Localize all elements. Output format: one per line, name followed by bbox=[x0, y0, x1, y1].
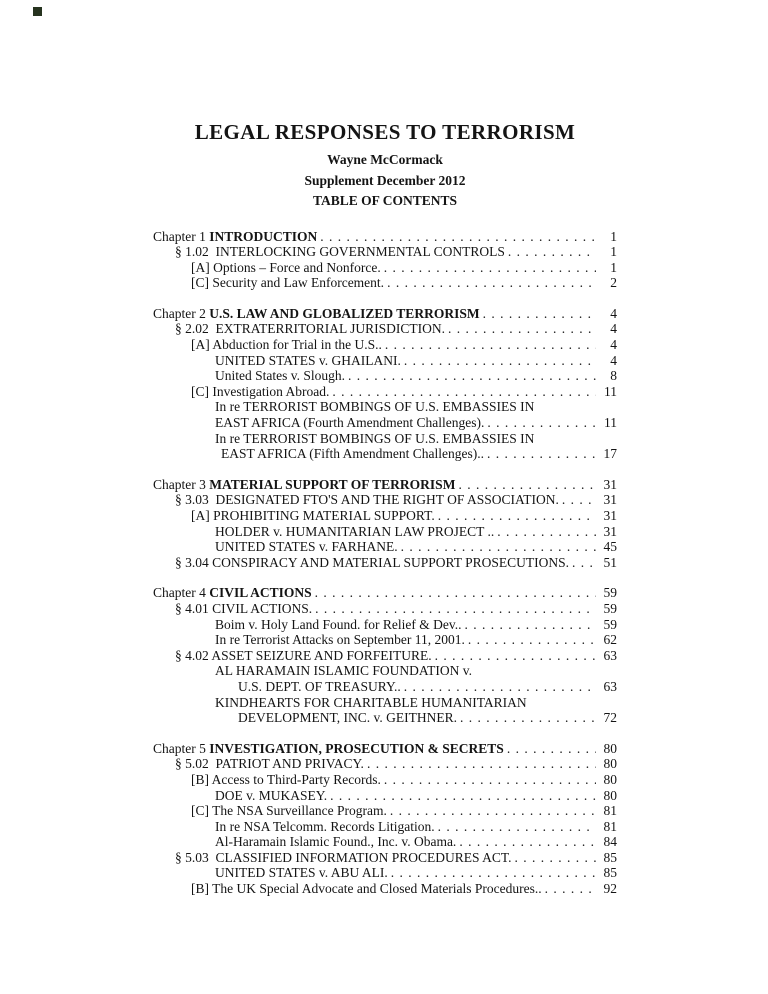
page-number: 81 bbox=[603, 803, 617, 819]
toc-entry bbox=[153, 648, 617, 664]
page-number: 8 bbox=[610, 368, 617, 384]
toc-entry bbox=[153, 229, 617, 245]
toc-entry-text: EAST AFRICA (Fifth Amendment Challenges).. bbox=[221, 446, 484, 462]
toc-entry-text: EAST AFRICA (Fourth Amendment Challenges). bbox=[215, 415, 485, 431]
dot-leader bbox=[542, 881, 596, 897]
dot-leader bbox=[388, 865, 596, 881]
page-number: 72 bbox=[603, 710, 617, 726]
toc-entry-text: In re TERRORIST BOMBINGS OF U.S. EMBASSIES IN bbox=[215, 399, 535, 415]
toc-entry bbox=[153, 601, 617, 617]
toc-entry-text: § 3.04 CONSPIRACY AND MATERIAL SUPPORT PROSECUTIONS. bbox=[175, 554, 570, 570]
page-number: 81 bbox=[603, 818, 617, 834]
page-number: 62 bbox=[603, 632, 617, 648]
toc-entry-text: § 5.02 PATRIOT AND PRIVACY. bbox=[175, 756, 364, 772]
page-number: 63 bbox=[603, 647, 617, 663]
toc-entry bbox=[153, 477, 617, 493]
toc-entry-text: [B] Access to Third-Party Records. bbox=[191, 771, 381, 787]
page-number: 17 bbox=[603, 446, 617, 462]
toc-entry bbox=[153, 710, 617, 726]
page-number: 85 bbox=[603, 865, 617, 881]
toc-entry bbox=[153, 353, 617, 369]
page-number: 63 bbox=[603, 678, 617, 694]
toc-entry bbox=[153, 399, 617, 415]
dot-leader bbox=[504, 741, 596, 757]
toc-entry bbox=[153, 850, 617, 866]
toc-entry-text: [A] PROHIBITING MATERIAL SUPPORT. bbox=[191, 508, 435, 523]
dot-leader bbox=[398, 539, 596, 555]
toc-entry bbox=[153, 865, 617, 881]
toc-entry bbox=[153, 306, 617, 322]
toc-entry-text: UNITED STATES v. GHAILANI. bbox=[215, 352, 401, 368]
author-line: Wayne McCormack bbox=[327, 152, 443, 167]
scan-artifact bbox=[33, 7, 42, 16]
toc-entry-text: § 3.03 DESIGNATED FTO'S AND THE RIGHT OF ASSOCIATION. bbox=[175, 492, 559, 508]
toc-heading: TABLE OF CONTENTS bbox=[312, 193, 458, 208]
dot-leader bbox=[401, 353, 596, 369]
page-number: 51 bbox=[603, 554, 617, 570]
toc-entry bbox=[153, 834, 617, 850]
table-of-contents bbox=[153, 229, 617, 897]
dot-leader bbox=[312, 585, 596, 601]
toc-entry bbox=[153, 275, 617, 291]
page-number: 80 bbox=[603, 787, 617, 803]
supplement-line: Supplement December 2012 bbox=[304, 172, 466, 188]
dot-leader bbox=[457, 710, 596, 726]
chapter-title: CIVIL ACTIONS bbox=[209, 585, 312, 601]
page-number: 4 bbox=[610, 321, 617, 337]
dot-leader bbox=[480, 306, 596, 322]
toc-entry bbox=[153, 585, 617, 601]
toc-entry-text: DOE v. MUKASEY. bbox=[215, 787, 328, 803]
page-number: 4 bbox=[610, 352, 617, 368]
dot-leader bbox=[465, 632, 596, 648]
toc-entry-text: Chapter 3 MATERIAL SUPPORT OF TERRORISM bbox=[153, 476, 456, 492]
toc-entry bbox=[153, 555, 617, 571]
dot-leader bbox=[432, 648, 596, 664]
toc-entry bbox=[153, 321, 617, 337]
toc-entry-text: [A] Abduction for Trial in the U.S.. bbox=[191, 337, 382, 353]
dot-leader bbox=[494, 524, 596, 540]
toc-entry bbox=[153, 524, 617, 540]
chapter-title: INTRODUCTION bbox=[209, 228, 318, 244]
toc-entry-text: United States v. Slough. bbox=[215, 368, 345, 384]
toc-entry bbox=[153, 803, 617, 819]
dot-leader bbox=[401, 679, 596, 695]
dot-leader bbox=[569, 555, 596, 571]
toc-entry bbox=[153, 384, 617, 400]
page-number: 31 bbox=[603, 476, 617, 492]
toc-entry bbox=[153, 741, 617, 757]
toc-entry-text: § 1.02 INTERLOCKING GOVERNMENTAL CONTROLS bbox=[175, 244, 505, 260]
page-number: 4 bbox=[610, 337, 617, 353]
toc-entry bbox=[153, 756, 617, 772]
page-number: 1 bbox=[610, 259, 617, 275]
toc-entry-text: § 5.03 CLASSIFIED INFORMATION PROCEDURES ACT. bbox=[175, 849, 512, 865]
toc-entry bbox=[153, 337, 617, 353]
dot-leader bbox=[455, 477, 596, 493]
page-number: 31 bbox=[603, 523, 617, 539]
dot-leader bbox=[317, 229, 596, 245]
toc-entry-text: UNITED STATES v. FARHANE. bbox=[215, 539, 398, 555]
toc-entry-text: Chapter 1 INTRODUCTION bbox=[153, 228, 318, 244]
page-number: 2 bbox=[610, 275, 617, 291]
toc-entry bbox=[153, 788, 617, 804]
page-number: 80 bbox=[603, 756, 617, 772]
page-number: 1 bbox=[610, 228, 617, 244]
toc-entry bbox=[153, 508, 617, 524]
document-title: LEGAL RESPONSES TO TERRORISM bbox=[194, 120, 576, 144]
toc-entry-text: § 2.02 EXTRATERRITORIAL JURISDICTION. bbox=[175, 321, 445, 337]
dot-leader bbox=[387, 803, 596, 819]
toc-entry-text: KINDHEARTS FOR CHARITABLE HUMANITARIAN bbox=[215, 694, 527, 710]
page-number: 4 bbox=[610, 305, 617, 321]
page-content bbox=[153, 120, 617, 897]
dot-leader bbox=[327, 788, 596, 804]
toc-entry bbox=[153, 617, 617, 633]
page-number: 11 bbox=[604, 415, 617, 431]
dot-leader bbox=[329, 384, 596, 400]
toc-entry-text: HOLDER v. HUMANITARIAN LAW PROJECT .. bbox=[215, 523, 495, 539]
dot-leader bbox=[435, 819, 596, 835]
dot-leader bbox=[381, 260, 596, 276]
toc-entry bbox=[153, 819, 617, 835]
dot-leader bbox=[382, 337, 596, 353]
toc-entry-text: [A] Options – Force and Nonforce. bbox=[191, 259, 381, 275]
toc-entry bbox=[153, 415, 617, 431]
toc-entry-text: § 4.01 CIVIL ACTIONS. bbox=[175, 600, 313, 616]
toc-entry bbox=[153, 492, 617, 508]
dot-leader bbox=[345, 368, 596, 384]
chapter-title: INVESTIGATION, PROSECUTION & SECRETS bbox=[209, 740, 504, 756]
toc-entry-text: UNITED STATES v. ABU ALI. bbox=[215, 865, 388, 881]
toc-entry-text: AL HARAMAIN ISLAMIC FOUNDATION v. bbox=[215, 663, 472, 679]
dot-leader bbox=[559, 492, 596, 508]
toc-entry bbox=[153, 431, 617, 447]
dot-leader bbox=[384, 275, 596, 291]
page-number: 59 bbox=[603, 600, 617, 616]
dot-leader bbox=[312, 601, 596, 617]
page-number: 85 bbox=[603, 849, 617, 865]
toc-entry-text: [C] Security and Law Enforcement. bbox=[191, 275, 385, 291]
toc-entry bbox=[153, 368, 617, 384]
toc-entry bbox=[153, 244, 617, 260]
toc-entry-text: In re TERRORIST BOMBINGS OF U.S. EMBASSIES IN bbox=[215, 430, 535, 446]
toc-entry bbox=[153, 539, 617, 555]
dot-leader bbox=[445, 321, 596, 337]
page-number: 11 bbox=[604, 383, 617, 399]
toc-entry bbox=[153, 679, 617, 695]
dot-leader bbox=[484, 415, 596, 431]
toc-entry-text: § 4.02 ASSET SEIZURE AND FORFEITURE. bbox=[175, 647, 432, 663]
dot-leader bbox=[505, 244, 596, 260]
page-number: 31 bbox=[603, 492, 617, 508]
toc-entry-text: U.S. DEPT. OF TREASURY.. bbox=[238, 678, 401, 694]
toc-entry bbox=[153, 663, 617, 679]
dot-leader bbox=[456, 834, 596, 850]
page-number: 59 bbox=[603, 616, 617, 632]
dot-leader bbox=[484, 446, 596, 462]
page-number: 80 bbox=[603, 771, 617, 787]
toc-entry-text: Boim v. Holy Land Found. for Relief & Dev.. bbox=[215, 616, 462, 632]
dot-leader bbox=[364, 756, 596, 772]
page-number: 80 bbox=[603, 740, 617, 756]
toc-entry-text: In re NSA Telcomm. Records Litigation. bbox=[215, 818, 435, 834]
toc-entry bbox=[153, 695, 617, 711]
toc-entry bbox=[153, 446, 617, 462]
page-number: 1 bbox=[610, 244, 617, 260]
page-number: 84 bbox=[603, 834, 617, 850]
page-number: 45 bbox=[603, 539, 617, 555]
dot-leader bbox=[435, 508, 596, 524]
chapter-title: U.S. LAW AND GLOBALIZED TERRORISM bbox=[209, 305, 480, 321]
toc-entry-text: Chapter 2 U.S. LAW AND GLOBALIZED TERRORISM bbox=[153, 305, 480, 321]
toc-entry-text: Chapter 5 INVESTIGATION, PROSECUTION & SECRETS bbox=[153, 740, 504, 756]
toc-entry bbox=[153, 881, 617, 897]
toc-entry-text: [C] Investigation Abroad. bbox=[191, 383, 330, 399]
toc-entry bbox=[153, 632, 617, 648]
toc-entry-text: In re Terrorist Attacks on September 11, 2001. bbox=[215, 632, 465, 648]
page-number: 92 bbox=[603, 881, 617, 897]
toc-entry-text: Chapter 4 CIVIL ACTIONS bbox=[153, 585, 312, 601]
dot-leader bbox=[381, 772, 596, 788]
dot-leader bbox=[461, 617, 596, 633]
chapter-title: MATERIAL SUPPORT OF TERRORISM bbox=[209, 476, 456, 492]
toc-entry bbox=[153, 772, 617, 788]
toc-entry-text: DEVELOPMENT, INC. v. GEITHNER. bbox=[238, 710, 457, 726]
toc-entry-text: [B] The UK Special Advocate and Closed Materials Procedures.. bbox=[191, 881, 542, 897]
toc-entry-text: Al-Haramain Islamic Found., Inc. v. Obama. bbox=[215, 834, 457, 850]
toc-entry-text: [C] The NSA Surveillance Program. bbox=[191, 803, 387, 819]
page-number: 59 bbox=[603, 585, 617, 601]
toc-entry bbox=[153, 260, 617, 276]
page-number: 31 bbox=[603, 508, 617, 523]
dot-leader bbox=[512, 850, 596, 866]
